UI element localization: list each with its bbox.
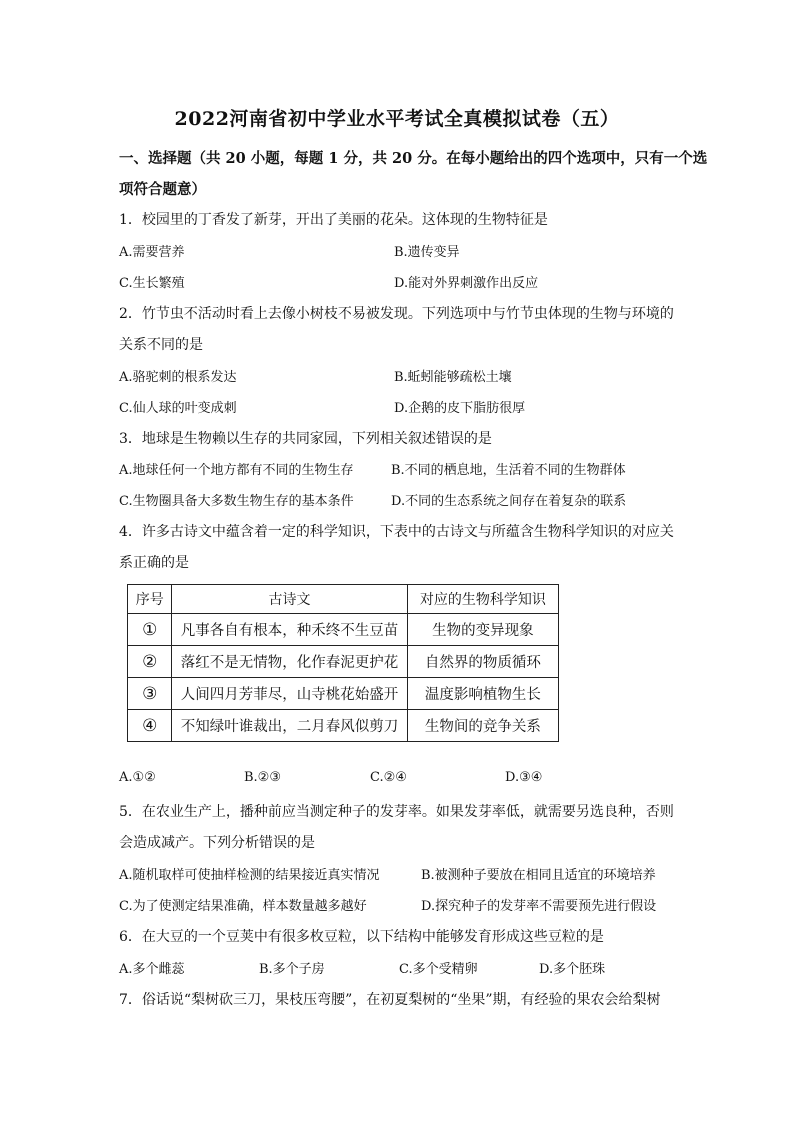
- q5-option-c: C.为了使测定结果准确，样本数量越多越好: [119, 899, 367, 914]
- row-knowledge: 生物间的竞争关系: [407, 710, 558, 742]
- q2-option-a: A.骆驼刺的根系发达: [119, 370, 237, 385]
- row-knowledge: 温度影响植物生长: [407, 678, 558, 710]
- question-5-stem-cont: 会造成减产。下列分析错误的是: [119, 835, 315, 851]
- q1-option-b: B.遗传变异: [394, 245, 460, 260]
- table-row: [128, 614, 559, 646]
- question-5-stem: 5．在农业生产上，播种前应当测定种子的发芽率。如果发芽率低，就需要另选良种，否则: [119, 804, 674, 820]
- q4-option-c: C.②④: [370, 770, 407, 785]
- q2-option-c: C.仙人球的叶变成刺: [119, 401, 237, 416]
- question-2-stem: 2．竹节虫不活动时看上去像小树枝不易被发现。下列选项中与竹节虫体现的生物与环境的: [119, 306, 674, 322]
- q4-option-d: D.③④: [505, 770, 543, 785]
- q6-option-c: C.多个受精卵: [399, 962, 478, 977]
- q6-option-b: B.多个子房: [259, 962, 325, 977]
- question-4-stem-cont: 系正确的是: [119, 555, 189, 571]
- q3-option-d: D.不同的生态系统之间存在着复杂的联系: [391, 494, 627, 509]
- question-7-stem: 7．俗话说“梨树砍三刀，果枝压弯腰”，在初夏梨树的“坐果”期，有经验的果农会给梨树: [119, 992, 661, 1008]
- table-row: [128, 678, 559, 710]
- question-6-stem: 6．在大豆的一个豆荚中有很多枚豆粒，以下结构中能够发育形成这些豆粒的是: [119, 929, 604, 945]
- row-poem: 落红不是无情物，化作春泥更护花: [172, 646, 407, 678]
- row-knowledge: 生物的变异现象: [407, 614, 558, 646]
- q4-option-b: B.②③: [244, 770, 281, 785]
- table-header-row: [128, 585, 559, 614]
- q3-option-c: C.生物圈具备大多数生物生存的基本条件: [119, 494, 354, 509]
- section-heading-cont: 项符合题意）: [119, 181, 206, 198]
- row-number: ④: [128, 710, 172, 742]
- table-row: [128, 646, 559, 678]
- header-knowledge: 对应的生物科学知识: [407, 585, 558, 614]
- q5-option-b: B.被测种子要放在相同且适宜的环境培养: [421, 868, 656, 883]
- q5-option-a: A.随机取样可使抽样检测的结果接近真实情况: [119, 868, 380, 883]
- q3-option-b: B.不同的栖息地，生活着不同的生物群体: [391, 463, 626, 478]
- q1-option-a: A.需要营养: [119, 245, 185, 260]
- q2-option-d: D.企鹅的皮下脂肪很厚: [394, 401, 526, 416]
- question-2-stem-cont: 关系不同的是: [119, 337, 203, 353]
- question-3-stem: 3．地球是生物赖以生存的共同家园，下列相关叙述错误的是: [119, 431, 492, 447]
- row-number: ③: [128, 678, 172, 710]
- q1-option-c: C.生长繁殖: [119, 276, 185, 291]
- header-number: 序号: [128, 585, 172, 614]
- row-poem: 不知绿叶谁裁出，二月春风似剪刀: [172, 710, 407, 742]
- table-row: [128, 710, 559, 742]
- q5-option-d: D.探究种子的发芽率不需要预先进行假设: [421, 899, 657, 914]
- q2-option-b: B.蚯蚓能够疏松土壤: [394, 370, 512, 385]
- question-1-stem: 1．校园里的丁香发了新芽，开出了美丽的花朵。这体现的生物特征是: [119, 212, 548, 228]
- row-number: ②: [128, 646, 172, 678]
- page-title: 2022河南省初中学业水平考试全真模拟试卷（五）: [174, 108, 620, 130]
- q3-option-a: A.地球任何一个地方都有不同的生物生存: [119, 463, 354, 478]
- row-poem: 凡事各自有根本，种禾终不生豆苗: [172, 614, 407, 646]
- poem-table: [127, 584, 559, 742]
- q6-option-a: A.多个雌蕊: [119, 962, 185, 977]
- q1-option-d: D.能对外界刺激作出反应: [394, 276, 539, 291]
- section-heading: 一、选择题（共 20 小题，每题 1 分，共 20 分。在每小题给出的四个选项中，只有一个选: [119, 150, 708, 167]
- q4-option-a: A.①②: [119, 770, 156, 785]
- q6-option-d: D.多个胚珠: [539, 962, 606, 977]
- header-poem: 古诗文: [172, 585, 407, 614]
- question-4-stem: 4．许多古诗文中蕴含着一定的科学知识，下表中的古诗文与所蕴含生物科学知识的对应关: [119, 524, 674, 540]
- row-poem: 人间四月芳菲尽，山寺桃花始盛开: [172, 678, 407, 710]
- row-knowledge: 自然界的物质循环: [407, 646, 558, 678]
- row-number: ①: [128, 614, 172, 646]
